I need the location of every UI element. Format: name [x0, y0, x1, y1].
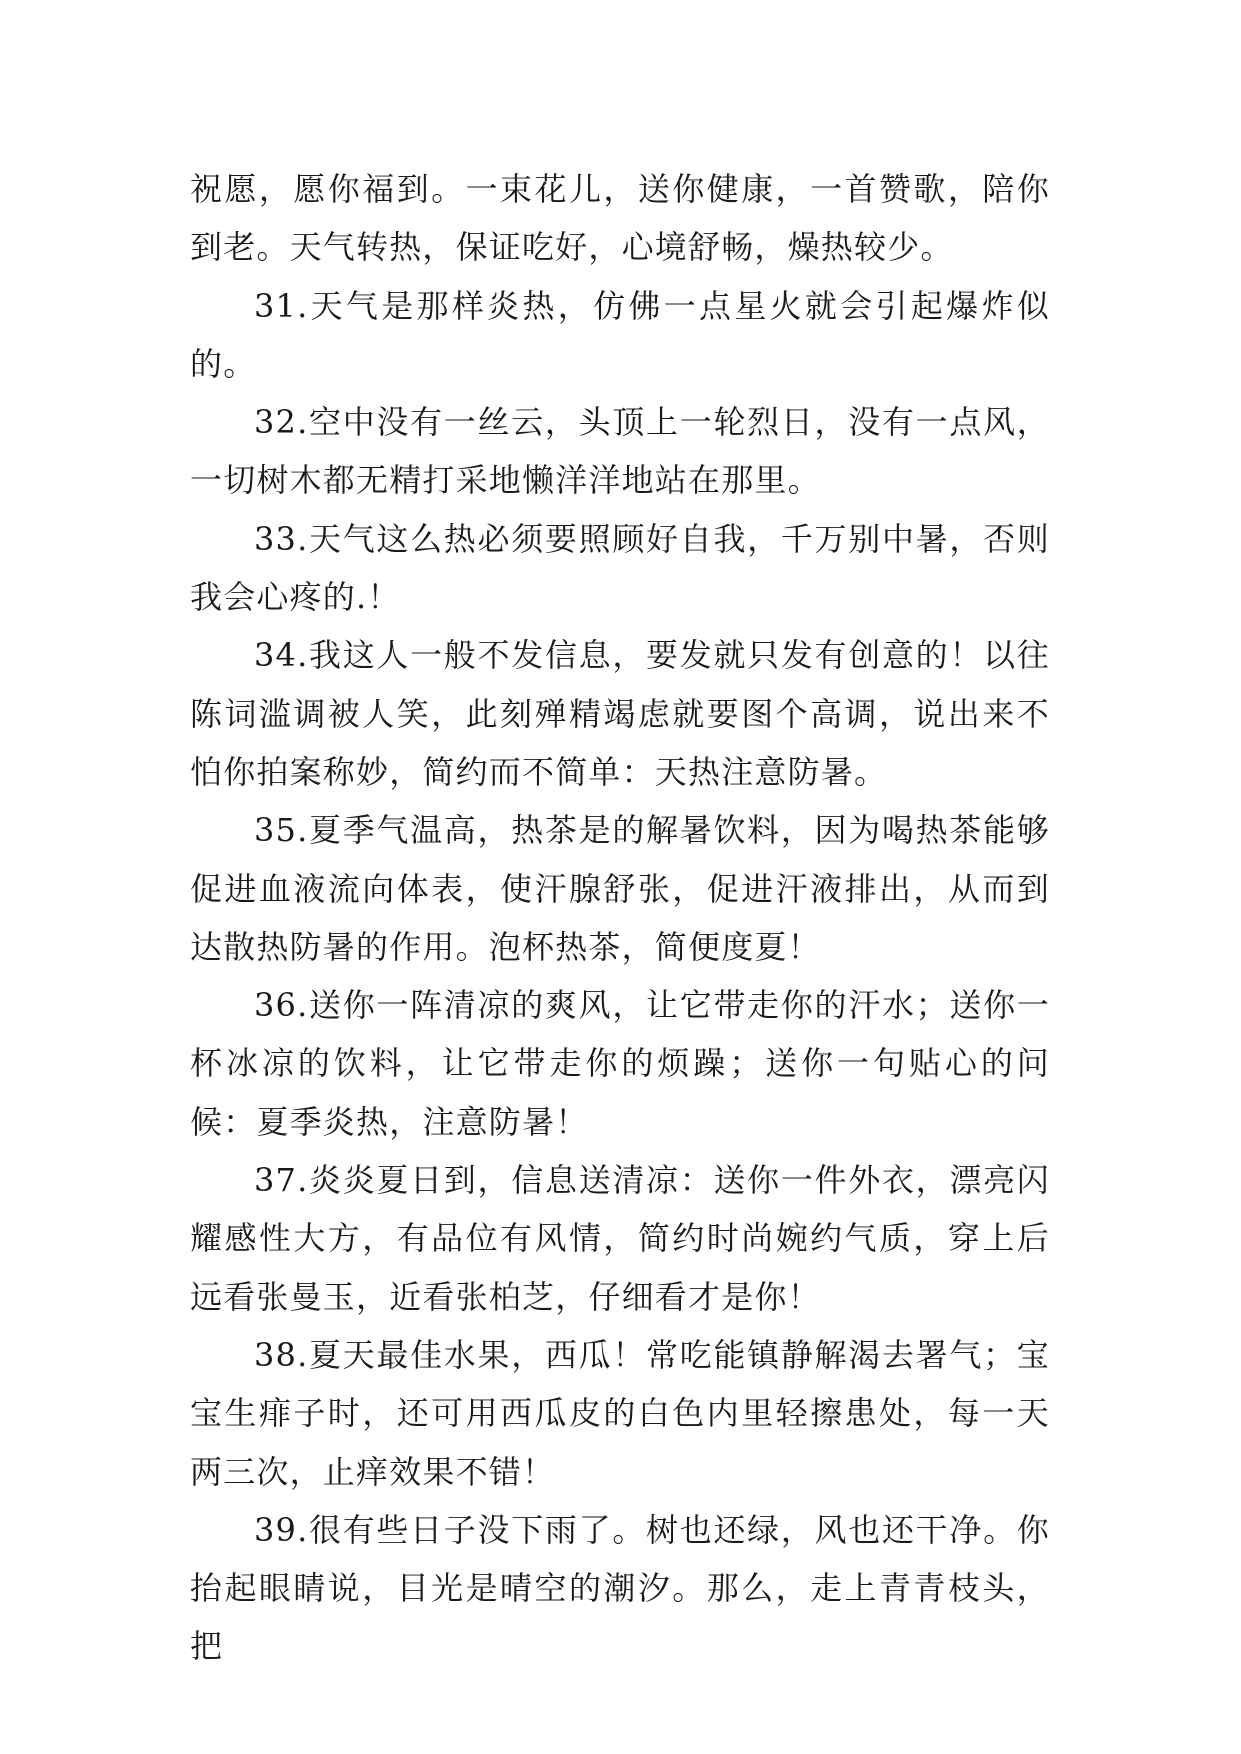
paragraph-item-37: 37.炎炎夏日到，信息送清凉：送你一件外衣，漂亮闪耀感性大方，有品位有风情，简约时尚婉约气质，穿上后远看张曼玉，近看张柏芝，仔细看才是你！: [190, 1161, 1050, 1316]
document-body: [190, 160, 1050, 1676]
paragraph-item-36: 36.送你一阵清凉的爽风，让它带走你的汗水；送你一杯冰凉的饮料，让它带走你的烦躁；送你一句贴心的问候：夏季炎热，注意防暑！: [190, 986, 1050, 1141]
paragraph-item-31: 31.天气是那样炎热，仿佛一点星火就会引起爆炸似的。: [190, 286, 1050, 383]
paragraph-item-38: 38.夏天最佳水果，西瓜！常吃能镇静解渴去署气；宝宝生痱子时，还可用西瓜皮的白色内里轻擦患处，每一天两三次，止痒效果不错！: [190, 1335, 1050, 1491]
paragraph-item-32: 32.空中没有一丝云，头顶上一轮烈日，没有一点风，一切树木都无精打采地懒洋洋地站在那里。: [190, 403, 1050, 500]
paragraph-item-39: 39.很有些日子没下雨了。树也还绿，风也还干净。你抬起眼睛说，目光是晴空的潮汐。那么，走上青青枝头，把: [190, 1510, 1050, 1666]
paragraph-item-34: 34.我这人一般不发信息，要发就只发有创意的！以往陈词滥调被人笑，此刻殚精竭虑就要图个高调，说出来不怕你拍案称妙，简约而不简单：天热注意防暑。: [190, 636, 1050, 791]
paragraph-item-33: 33.天气这么热必须要照顾好自我，千万别中暑，否则我会心疼的.！: [190, 519, 1050, 617]
paragraph-continuation: 祝愿，愿你福到。一束花儿，送你健康，一首赞歌，陪你到老。天气转热，保证吃好，心境舒畅，燥热较少。: [190, 170, 1050, 267]
paragraph-item-35: 35.夏季气温高，热茶是的解暑饮料，因为喝热茶能够促进血液流向体表，使汗腺舒张，促进汗液排出，从而到达散热防暑的作用。泡杯热茶，简便度夏！: [190, 811, 1050, 966]
